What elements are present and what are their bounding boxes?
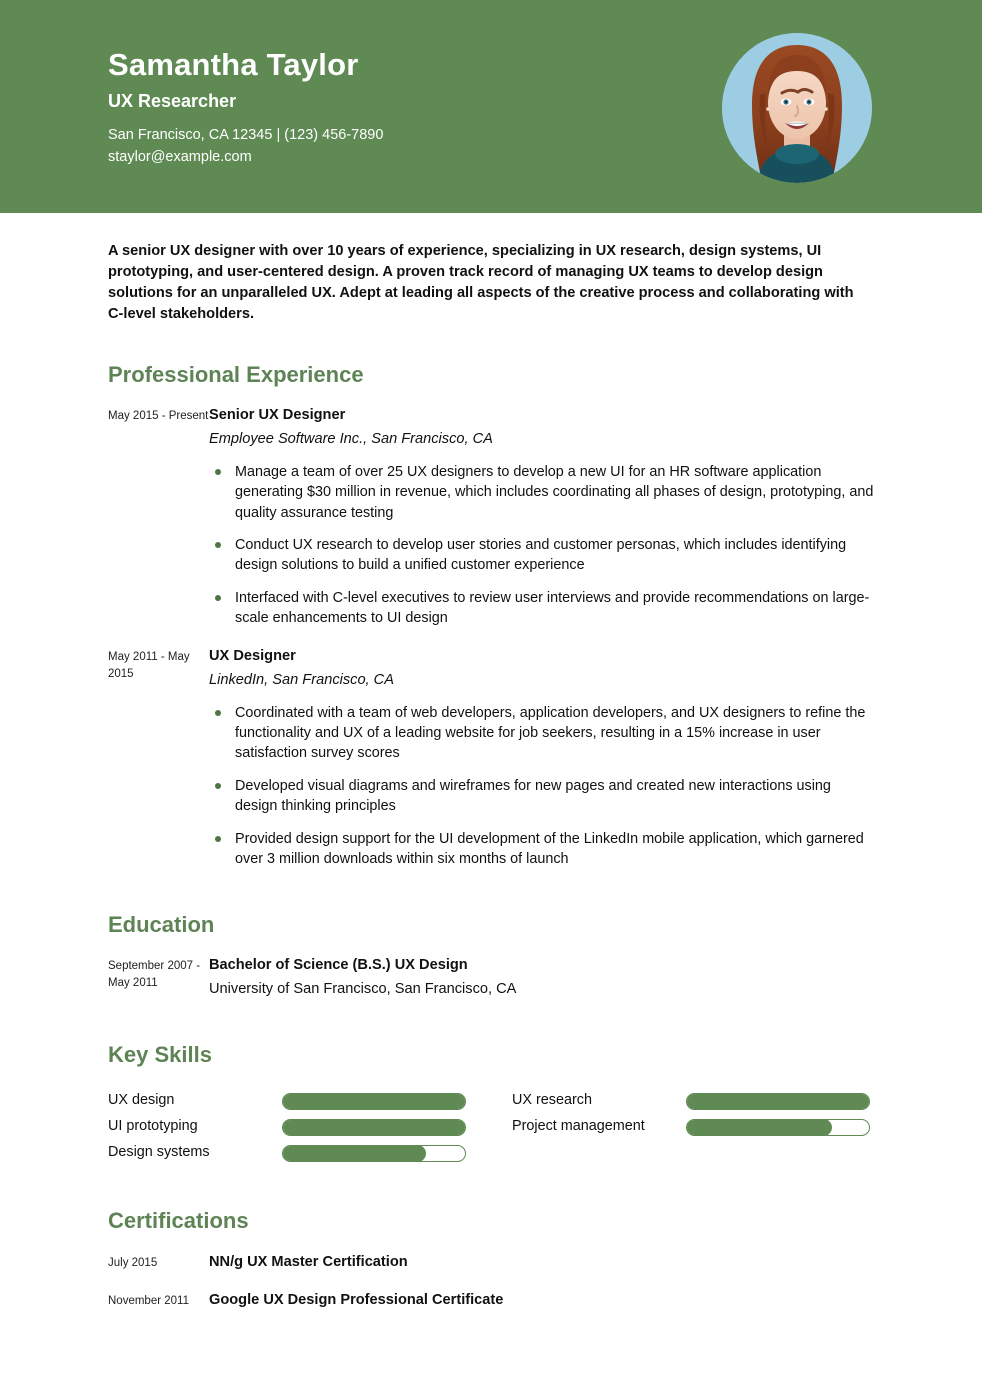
experience-entry-bullets [209, 703, 874, 870]
certification-name: Google UX Design Professional Certificate [209, 1292, 504, 1309]
skill-level-bar [686, 1093, 870, 1110]
section-key-skills [108, 1042, 874, 1166]
skill-level-bar [282, 1119, 466, 1136]
list-item [209, 703, 874, 764]
list-item [209, 776, 874, 817]
bullet-text: Conduct UX research to develop user stories and customer personas, which includes identifying design solutions to build a unified customer experience [235, 537, 847, 574]
bullet-text: Manage a team of over 25 UX designers to develop a new UI for an HR software application generating $30 million in revenue, which includes coordinating all phases of design, prototyping, and quality assurance testing [235, 463, 874, 521]
list-item [209, 829, 874, 870]
skill-label: Design systems [108, 1144, 210, 1161]
list-item [209, 588, 874, 629]
skills-grid [108, 1088, 874, 1166]
section-title-certifications: Certifications [108, 1208, 249, 1234]
certification-entry [108, 1291, 874, 1310]
experience-entry-body [209, 406, 874, 629]
skill-label: UX design [108, 1092, 175, 1109]
skill-level-bar [282, 1145, 466, 1162]
bullet-dot-icon [215, 783, 221, 789]
skill-level-fill [282, 1119, 466, 1136]
skill-label: Project management [512, 1118, 645, 1135]
experience-entry-role: Senior UX Designer [209, 407, 346, 424]
professional-summary: A senior UX designer with over 10 years of experience, specializing in UX research, design systems, UI prototyping, and user-centered design. A proven track record of managing UX teams to develop design solutions for an unparalleled UX. Adept at leading all aspects of the creative process and collaborating with C-level stakeholders. [108, 243, 854, 323]
bullet-text: Provided design support for the UI development of the LinkedIn mobile application, which garnered over 3 million downloads within six months of launch [235, 830, 864, 868]
section-education [108, 912, 874, 1000]
section-title-skills: Key Skills [108, 1041, 212, 1067]
avatar [722, 33, 872, 183]
experience-entry-date: May 2015 - Present [108, 410, 209, 423]
skill-level-bar [282, 1093, 466, 1110]
skill-row-empty [512, 1140, 874, 1166]
bullet-text: Coordinated with a team of web developers, application developers, and UX designers to refine the functionality and UX of a leading website for job seekers, resulting in a 15% increase in user satisfaction survey scores [235, 704, 866, 762]
skill-level-bar [686, 1119, 870, 1136]
section-certifications [108, 1208, 874, 1310]
experience-entry-role: UX Designer [209, 647, 296, 664]
bullet-dot-icon [215, 836, 221, 842]
contact-email: staylor@example.com [108, 149, 252, 166]
portrait-photo-icon [722, 33, 872, 183]
experience-entry-date: May 2011 - May 2015 [108, 650, 190, 680]
bullet-dot-icon [215, 595, 221, 601]
certification-date: July 2015 [108, 1256, 158, 1269]
candidate-job-title: UX Researcher [108, 91, 237, 112]
skill-row [108, 1140, 470, 1166]
education-entry-body [209, 956, 874, 1000]
experience-entry [108, 647, 874, 870]
skill-label: UX research [512, 1092, 592, 1109]
section-professional-experience [108, 362, 874, 870]
experience-entry-org: LinkedIn, San Francisco, CA [209, 671, 394, 688]
certification-name: NN/g UX Master Certification [209, 1253, 408, 1270]
skill-row [108, 1088, 470, 1114]
bullet-text: Interfaced with C-level executives to review user interviews and provide recommendations on large-scale enhancements to UI design [235, 589, 870, 627]
education-entry-degree: Bachelor of Science (B.S.) UX Design [209, 957, 468, 974]
education-entry [108, 956, 874, 1000]
skill-row [512, 1114, 874, 1140]
education-entry-date: September 2007 - May 2011 [108, 960, 201, 989]
skill-level-fill [686, 1119, 832, 1136]
skill-level-fill [282, 1093, 466, 1110]
bullet-dot-icon [215, 542, 221, 548]
bullet-dot-icon [215, 469, 221, 475]
resume-header [0, 0, 982, 213]
bullet-dot-icon [215, 710, 221, 716]
certification-date: November 2011 [108, 1295, 189, 1308]
experience-entry [108, 406, 874, 629]
resume-body [0, 241, 982, 1310]
skill-level-fill [282, 1145, 426, 1162]
section-title-experience: Professional Experience [108, 361, 364, 387]
education-entry-school: University of San Francisco, San Francisco, CA [209, 981, 517, 998]
experience-entry-body [209, 647, 874, 870]
bullet-text: Developed visual diagrams and wireframes for new pages and created new interactions using design thinking principles [235, 777, 831, 815]
experience-entry-bullets [209, 462, 874, 629]
skill-label: UI prototyping [108, 1118, 198, 1135]
contact-location-phone: San Francisco, CA 12345 | (123) 456-7890 [108, 126, 384, 143]
skill-row [512, 1088, 874, 1114]
list-item [209, 462, 874, 523]
list-item [209, 535, 874, 576]
candidate-name: Samantha Taylor [108, 47, 359, 82]
skill-level-fill [686, 1093, 870, 1110]
experience-entry-org: Employee Software Inc., San Francisco, CA [209, 430, 493, 447]
skill-row [108, 1114, 470, 1140]
certification-entry [108, 1253, 874, 1272]
section-title-education: Education [108, 911, 215, 937]
